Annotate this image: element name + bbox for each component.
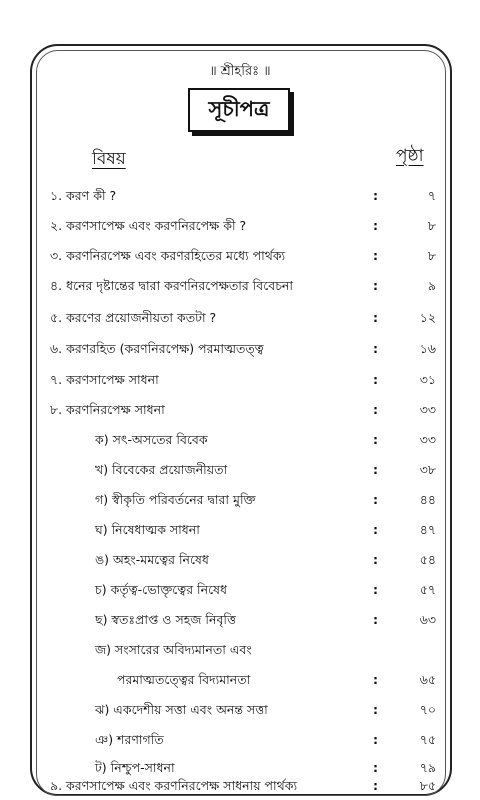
toc-entry-page: ৭০ [419, 702, 436, 717]
page-column-header: পৃষ্ঠা [396, 146, 424, 166]
toc-entry-page: ৩৮ [419, 462, 436, 477]
toc-entry-title: ৫. করণের প্রয়োজনীয়তা কতটা ? [50, 310, 217, 325]
toc-entry-title: খ) বিবেকের প্রয়োজনীয়তা [95, 462, 228, 477]
toc-entry-title: ৪. ধনের দৃষ্টান্তের দ্বারা করণনিরপেক্ষতার বিবেচনা [50, 278, 294, 293]
toc-entry-separator: : [373, 341, 378, 356]
toc-entry-page: ১৬ [419, 341, 436, 356]
toc-entry-separator: : [373, 492, 378, 507]
toc-entry-separator: : [373, 612, 378, 627]
toc-entry-separator: : [373, 402, 378, 417]
toc-entry-separator: : [373, 310, 378, 325]
toc-entry-separator: : [373, 778, 378, 793]
toc-entry-title: ঙ) অহং-মমত্বের নিষেধ [95, 552, 209, 567]
toc-entry-title: ১. করণ কী ? [50, 188, 117, 203]
toc-entry-title: চ) কর্তৃত্ব-ভোক্তৃত্বের নিষেধ [95, 582, 227, 597]
toc-entry-separator: : [373, 372, 378, 387]
toc-entry-title: ঘ) নিষেধাত্মক সাধনা [95, 522, 200, 537]
toc-entry-page: ৭৫ [419, 732, 436, 747]
toc-entry-title: ৭. করণসাপেক্ষ সাধনা [50, 372, 159, 387]
toc-entry-title: ৩. করণনিরপেক্ষ এবং করণরহিতের মধ্যে পার্থক্য [50, 248, 286, 263]
toc-entry-separator: : [373, 582, 378, 597]
toc-entry-separator: : [373, 278, 378, 293]
toc-entry-title: ২. করণসাপেক্ষ এবং করণনিরপেক্ষ কী ? [50, 218, 247, 233]
toc-entry-separator: : [373, 672, 378, 687]
toc-entry-separator: : [373, 702, 378, 717]
invocation-text: ॥ শ্রীহরিঃ ॥ [209, 64, 271, 79]
toc-entry-page: ১২ [419, 310, 436, 325]
toc-entry-title: ঞ) শরণাগতি [95, 732, 164, 747]
toc-entry-page: ৬৫ [419, 672, 436, 687]
toc-entry-title: ৬. করণরহিত (করণনিরপেক্ষ) পরমাত্মতত্ত্ব [50, 341, 264, 356]
toc-entry-separator: : [373, 462, 378, 477]
toc-entry-title: ঝ) একদেশীয় সত্তা এবং অনন্ত সত্তা [95, 702, 268, 717]
toc-entry-title: জ) সংসারের অবিদ্যমানতা এবং [95, 642, 252, 657]
toc-entry-page: ৫৪ [419, 552, 436, 567]
toc-entry-page: ৭ [427, 188, 436, 203]
page-title [188, 88, 290, 132]
toc-entry-separator: : [373, 732, 378, 747]
toc-entry-separator: : [373, 522, 378, 537]
toc-entry-page: ৮ [427, 248, 436, 263]
toc-entry-separator: : [373, 188, 378, 203]
toc-entry-page: ৫৭ [419, 582, 436, 597]
toc-entry-page: ৪৭ [419, 522, 436, 537]
toc-entry-title: ট) নিশ্চুপ-সাধনা [95, 760, 175, 775]
toc-entry-page: ৮ [427, 218, 436, 233]
toc-entry-title: ৮. করণনিরপেক্ষ সাধনা [50, 402, 165, 417]
toc-entry-separator: : [373, 248, 378, 263]
toc-entry-page: ৭৯ [419, 760, 436, 775]
subject-column-header: বিষয় [92, 149, 126, 169]
toc-entry-page: ৩৩ [419, 432, 436, 447]
toc-entry-separator: : [373, 760, 378, 775]
page-title-text: সূচীপত্র [208, 96, 270, 121]
toc-entry-title: ক) সৎ-অসতের বিবেক [95, 432, 208, 447]
toc-entry-separator: : [373, 552, 378, 567]
toc-entry-title: ছ) স্বতঃপ্রাপ্ত ও সহজ নিবৃত্তি [95, 612, 236, 627]
toc-entry-title: ৯. করণসাপেক্ষ এবং করণনিরপেক্ষ সাধনায় পার্থক্য [50, 778, 298, 793]
toc-entry-separator: : [373, 432, 378, 447]
toc-entry-page: ৯ [427, 278, 436, 293]
toc-entry-separator: : [373, 218, 378, 233]
toc-entry-page: ৩৩ [419, 402, 436, 417]
toc-entry-title: পরমাত্মতত্ত্বের বিদ্যমানতা [117, 672, 251, 687]
toc-entry-title: গ) স্বীকৃতি পরিবর্তনের দ্বারা মুক্তি [95, 492, 256, 507]
toc-entry-page: ৪৪ [419, 492, 436, 507]
toc-entry-page: ৬৩ [419, 612, 436, 627]
toc-entry-page: ৩১ [419, 372, 436, 387]
toc-entry-page: ৮৫ [419, 778, 436, 793]
